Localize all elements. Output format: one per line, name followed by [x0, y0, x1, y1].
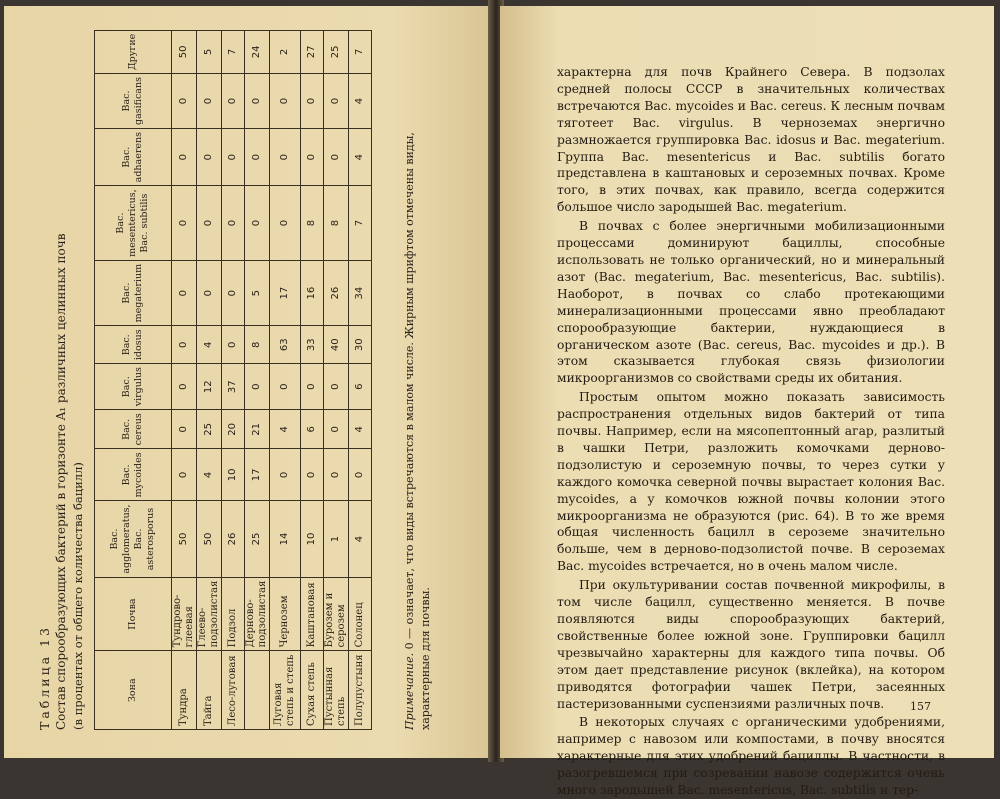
table-row — [245, 30, 270, 729]
soil-cell: Чернозем — [270, 577, 301, 651]
note-text: 0 — означает, что виды встречаются в малом числе. Жирным шрифтом отмечены виды, характерные для почвы. — [403, 132, 432, 730]
value-cell: 25 — [197, 410, 222, 449]
zone-cell: Сухая степь — [301, 651, 324, 730]
paragraph: Простым опытом можно показать зависимость распространения отдельных видов бактерий от типа почвы. Например, если на мясопептонный агар, разлитый в чашки Петри, разложить комочками дерново-подзолистую и сероземную почвы, то через сутки у каждого комочка северной почвы вырастает колония Bac. mycoides, а у комочков южной почвы колонии этого микроорганизма не образуются (рис. 64). В то же время общая численность бацилл в сероземе значительно больше, чем в дерново-подзолистой почве. В сероземах Bac. mycoides встречается, но в очень малом числе. — [557, 390, 945, 574]
value-cell: 0 — [172, 410, 197, 449]
column-header: Bac. cereus — [95, 410, 172, 449]
value-cell: 0 — [197, 186, 222, 261]
table-header-row — [95, 30, 172, 729]
value-cell: 20 — [222, 410, 245, 449]
page-number: 157 — [910, 700, 931, 713]
table-row — [270, 30, 301, 729]
value-cell: 27 — [301, 30, 324, 73]
column-header: Bac. mesentericus, Bac. subtilis — [95, 186, 172, 261]
value-cell: 26 — [324, 260, 349, 326]
value-cell: 0 — [349, 449, 372, 501]
soil-cell: Каштановая — [301, 577, 324, 651]
table-label: Таблица 13 — [37, 625, 52, 730]
table-row — [197, 30, 222, 729]
value-cell: 30 — [349, 326, 372, 364]
zone-cell: Тайга — [197, 651, 222, 730]
value-cell: 0 — [324, 410, 349, 449]
paragraph: При окультуривании состав почвенной микрофилы, в том числе бацилл, существенно меняется. В почве появляются виды спорообразующих бактерий, свойственные более южной зоне. Группировки бацилл чрезвычайно характерны для каждого типа почвы. Об этом дает представление рисунок (вклейка), на котором приводятся фотографии чашек Петри, засеянных пастеризованными суспензиями различных почв. — [557, 578, 945, 711]
value-cell: 5 — [197, 30, 222, 73]
column-header: Bac. agglomeratus, Bac. asterosporus — [95, 501, 172, 577]
value-cell: 0 — [301, 129, 324, 186]
value-cell: 0 — [245, 364, 270, 410]
value-cell: 0 — [270, 449, 301, 501]
value-cell: 4 — [197, 449, 222, 501]
value-cell: 0 — [172, 260, 197, 326]
right-page — [500, 6, 994, 798]
value-cell: 0 — [301, 449, 324, 501]
value-cell: 0 — [222, 186, 245, 261]
value-cell: 0 — [172, 364, 197, 410]
left-page — [4, 6, 492, 758]
value-cell: 7 — [349, 30, 372, 73]
table-note — [402, 54, 434, 730]
zone-cell: Пустынная степь — [324, 651, 349, 730]
value-cell: 0 — [172, 129, 197, 186]
value-cell: 33 — [301, 326, 324, 364]
zone-cell: Лесо-луговая — [222, 651, 245, 730]
value-cell: 0 — [270, 129, 301, 186]
value-cell: 0 — [197, 74, 222, 129]
soil-cell: Глеево-подзолистая — [197, 577, 222, 651]
soil-cell: Бурозем и серозем — [324, 577, 349, 651]
zone-cell: Полупустыня — [349, 651, 372, 730]
value-cell: 0 — [197, 129, 222, 186]
value-cell: 0 — [172, 186, 197, 261]
value-cell: 14 — [270, 501, 301, 577]
value-cell: 0 — [245, 129, 270, 186]
value-cell: 0 — [222, 326, 245, 364]
value-cell: 8 — [301, 186, 324, 261]
value-cell: 8 — [245, 326, 270, 364]
table-row — [301, 30, 324, 729]
value-cell: 50 — [197, 501, 222, 577]
value-cell: 26 — [222, 501, 245, 577]
soil-cell: Тундрово-глеевая — [172, 577, 197, 651]
table-title: Состав спорообразующих бактерий в горизонте A₁ различных целинных почв — [54, 233, 68, 730]
value-cell: 17 — [270, 260, 301, 326]
value-cell: 7 — [222, 30, 245, 73]
column-header: Почва — [95, 577, 172, 651]
value-cell: 21 — [245, 410, 270, 449]
value-cell: 0 — [245, 186, 270, 261]
value-cell: 0 — [172, 326, 197, 364]
value-cell: 0 — [222, 74, 245, 129]
column-header: Зона — [95, 651, 172, 730]
table-caption — [36, 54, 87, 730]
value-cell: 12 — [197, 364, 222, 410]
value-cell: 50 — [172, 30, 197, 73]
value-cell: 0 — [324, 74, 349, 129]
value-cell: 4 — [349, 129, 372, 186]
table-row — [349, 30, 372, 729]
value-cell: 16 — [301, 260, 324, 326]
value-cell: 0 — [222, 129, 245, 186]
value-cell: 0 — [222, 260, 245, 326]
value-cell: 0 — [324, 449, 349, 501]
value-cell: 0 — [301, 74, 324, 129]
column-header: Bac. idosus — [95, 326, 172, 364]
zone-cell — [245, 651, 270, 730]
value-cell: 5 — [245, 260, 270, 326]
value-cell: 34 — [349, 260, 372, 326]
value-cell: 0 — [270, 186, 301, 261]
value-cell: 37 — [222, 364, 245, 410]
value-cell: 4 — [197, 326, 222, 364]
value-cell: 0 — [324, 129, 349, 186]
zone-cell: Луговая степь и степь — [270, 651, 301, 730]
soil-cell: Дерново-подзолистая — [245, 577, 270, 651]
table-subtitle: (в процентах от общего количества бацилл) — [71, 462, 85, 730]
table-row — [172, 30, 197, 729]
table-row — [324, 30, 349, 729]
column-header: Другие — [95, 30, 172, 73]
value-cell: 0 — [324, 364, 349, 410]
value-cell: 8 — [324, 186, 349, 261]
value-cell: 10 — [301, 501, 324, 577]
value-cell: 7 — [349, 186, 372, 261]
soil-cell: Солонец — [349, 577, 372, 651]
value-cell: 4 — [349, 410, 372, 449]
bacteria-table — [94, 30, 372, 730]
value-cell: 0 — [172, 449, 197, 501]
value-cell: 63 — [270, 326, 301, 364]
value-cell: 0 — [270, 364, 301, 410]
value-cell: 4 — [349, 501, 372, 577]
value-cell: 0 — [172, 74, 197, 129]
column-header: Bac. gasificans — [95, 74, 172, 129]
value-cell: 2 — [270, 30, 301, 73]
value-cell: 0 — [197, 260, 222, 326]
value-cell: 4 — [349, 74, 372, 129]
column-header: Bac. mycoides — [95, 449, 172, 501]
column-header: Bac. virgulus — [95, 364, 172, 410]
value-cell: 4 — [270, 410, 301, 449]
value-cell: 24 — [245, 30, 270, 73]
body-text — [557, 64, 945, 799]
paragraph: характерна для почв Крайнего Севера. В подзолах средней полосы СССР в значительных количествах встречаются Bac. mycoides и Bac. cereus. К лесным почвам тяготеет Bac. virgulus. В черноземах энергично размножается группировка Bac. idosus и Bac. megaterium. Группа Bac. mesentericus и Bac. subtilis богато представлена в каштановых и сероземных почвах. Кроме того, в этих почвах, как правило, всегда содержится большое число зародышей Bac. megaterium. — [557, 65, 945, 215]
paragraph: В некоторых случаях с органическими удобрениями, например с навозом или компостами, в почву вносятся характерные для этих удобрений бациллы. В частности, в разогревшемся при созревании навозе содержится очень много зародышей Bac. mesentericus, Bac. subtilis и тер- — [557, 715, 945, 798]
value-cell: 25 — [324, 30, 349, 73]
value-cell: 6 — [301, 410, 324, 449]
value-cell: 50 — [172, 501, 197, 577]
rotated-table-block — [34, 33, 474, 730]
value-cell: 17 — [245, 449, 270, 501]
zone-cell: Тундра — [172, 651, 197, 730]
column-header: Bac. megaterium — [95, 260, 172, 326]
soil-cell: Подзол — [222, 577, 245, 651]
paragraph: В почвах с более энергичными мобилизационными процессами доминируют бациллы, способные использовать не только органический, но и минеральный азот (Bac. megaterium, Bac. mesentericus, Bac. subtilis). Наоборот, в почвах со слабо протекающими минерализационными процессами явно преобладают спорообразующие бактерии, нуждающиеся в органическом азоте (Bac. cereus, Bac. mycoides и др.). В этом сказывается глубокая связь физиологии микроорганизмов со свойствами среды их обитания. — [557, 219, 945, 386]
value-cell: 1 — [324, 501, 349, 577]
value-cell: 25 — [245, 501, 270, 577]
value-cell: 0 — [270, 74, 301, 129]
note-lead: Примечание. — [403, 652, 416, 730]
value-cell: 10 — [222, 449, 245, 501]
column-header: Bac. adhaerens — [95, 129, 172, 186]
table-row — [222, 30, 245, 729]
value-cell: 6 — [349, 364, 372, 410]
value-cell: 0 — [245, 74, 270, 129]
value-cell: 40 — [324, 326, 349, 364]
value-cell: 0 — [301, 364, 324, 410]
